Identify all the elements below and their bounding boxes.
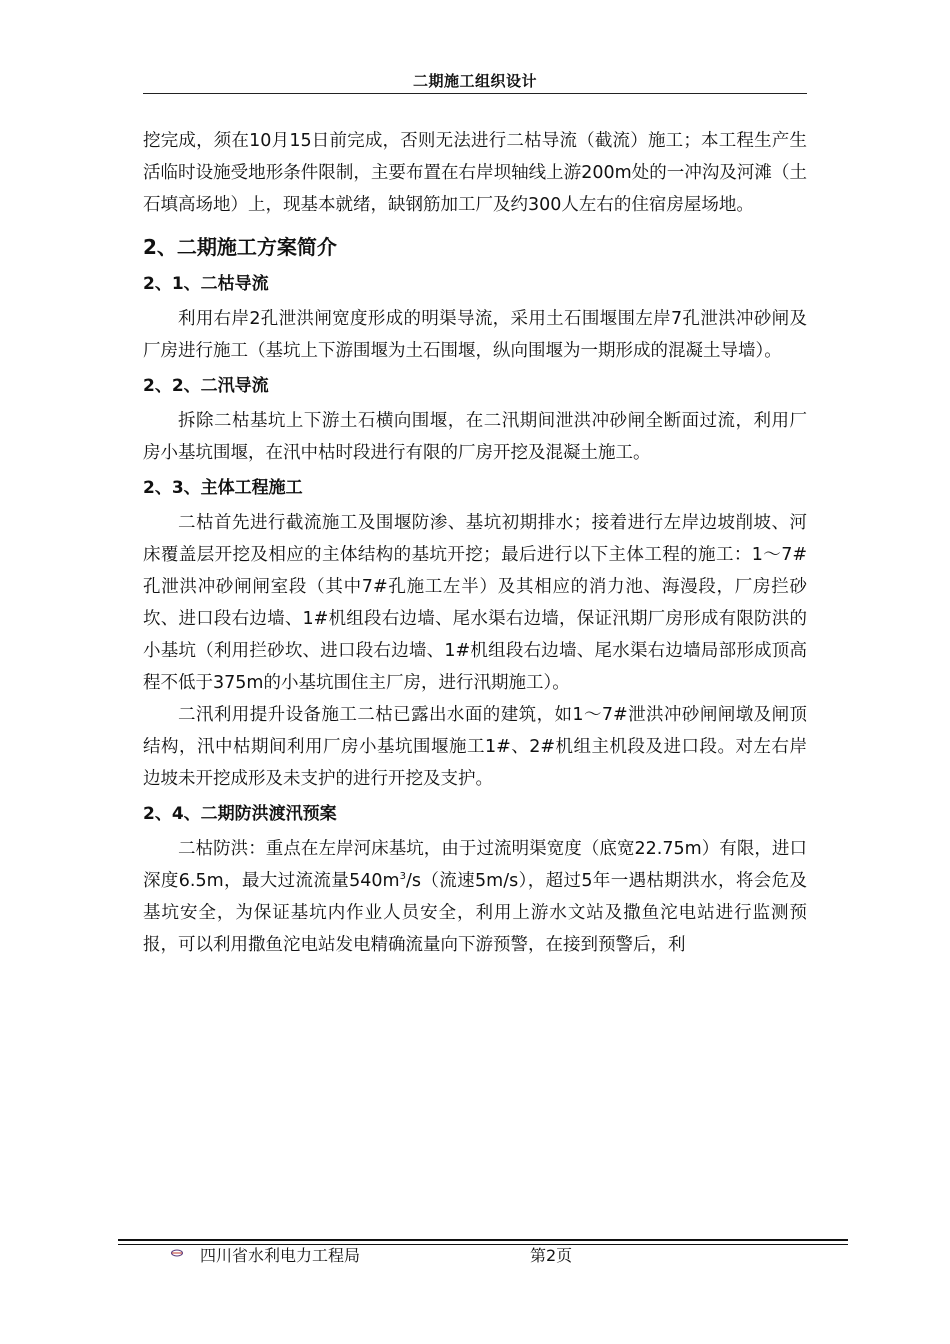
document-body	[143, 125, 807, 961]
subsection-heading-2-1: 2、1、二枯导流	[143, 274, 269, 294]
footer-organization: 四川省水利电力工程局	[200, 1246, 361, 1265]
paragraph-2-4-part-a: 二枯防洪：重点在左岸河床基坑，由于过流明渠宽度（底宽22.75m）有限，进口深度6.5m，最大过流流量540m	[143, 839, 807, 891]
subsection-heading-2-4: 2、4、二期防洪渡汛预案	[143, 804, 337, 824]
footer-page-number: 第2页	[530, 1246, 573, 1265]
company-logo-icon	[171, 1249, 183, 1257]
paragraph-2-1: 利用右岸2孔泄洪闸宽度形成的明渠导流，采用土石围堰围左岸7孔泄洪冲砂闸及厂房进行施工（基坑上下游围堰为土石围堰，纵向围堰为一期形成的混凝土导墙）。	[143, 309, 807, 361]
header-divider	[143, 93, 807, 94]
footer-divider-thick	[118, 1239, 848, 1241]
subsection-heading-2-2: 2、2、二汛导流	[143, 376, 269, 396]
paragraph-continued: 挖完成，须在10月15日前完成，否则无法进行二枯导流（截流）施工；本工程生产生活临时设施受地形条件限制，主要布置在右岸坝轴线上游200m处的一冲沟及河滩（土石填高场地）上，现基本就绪，缺钢筋加工厂及约300人左右的住宿房屋场地。	[143, 131, 807, 215]
paragraph-2-3-b: 二汛利用提升设备施工二枯已露出水面的建筑，如1～7#泄洪冲砂闸闸墩及闸顶结构，汛中枯期间利用厂房小基坑围堰施工1#、2#机组主机段及进口段。对左右岸边坡未开挖成形及未支护的进行开挖及支护。	[143, 705, 807, 789]
page-header-title: 二期施工组织设计	[412, 72, 537, 90]
paragraph-2-4-part-b: /s（流速5m/s），超过5年一遇枯期洪水，将会危及基坑安全，为保证基坑内作业人员安全，利用上游水文站及撒鱼沱电站进行监测预报，可以利用撒鱼沱电站发电精确流量向下游预警，在接到预警后，利	[143, 871, 808, 955]
superscript-3: 3	[399, 871, 406, 883]
section-heading-2: 2、二期施工方案简介	[143, 235, 337, 259]
paragraph-2-3-a: 二枯首先进行截流施工及围堰防渗、基坑初期排水；接着进行左岸边坡削坡、河床覆盖层开挖及相应的主体结构的基坑开挖；最后进行以下主体工程的施工：1～7#孔泄洪冲砂闸闸室段（其中7#孔施工左半）及其相应的消力池、海漫段，厂房拦砂坎、进口段右边墙、1#机组段右边墙、尾水渠右边墙，保证汛期厂房形成有限防洪的小基坑（利用拦砂坎、进口段右边墙、1#机组段右边墙、尾水渠右边墙局部形成顶高程不低于375m的小基坑围住主厂房，进行汛期施工）。	[143, 513, 807, 693]
paragraph-2-2: 拆除二枯基坑上下游土石横向围堰，在二汛期间泄洪冲砂闸全断面过流，利用厂房小基坑围堰，在汛中枯时段进行有限的厂房开挖及混凝土施工。	[143, 411, 807, 463]
subsection-heading-2-3: 2、3、主体工程施工	[143, 478, 303, 498]
paragraph-2-4	[143, 833, 807, 961]
